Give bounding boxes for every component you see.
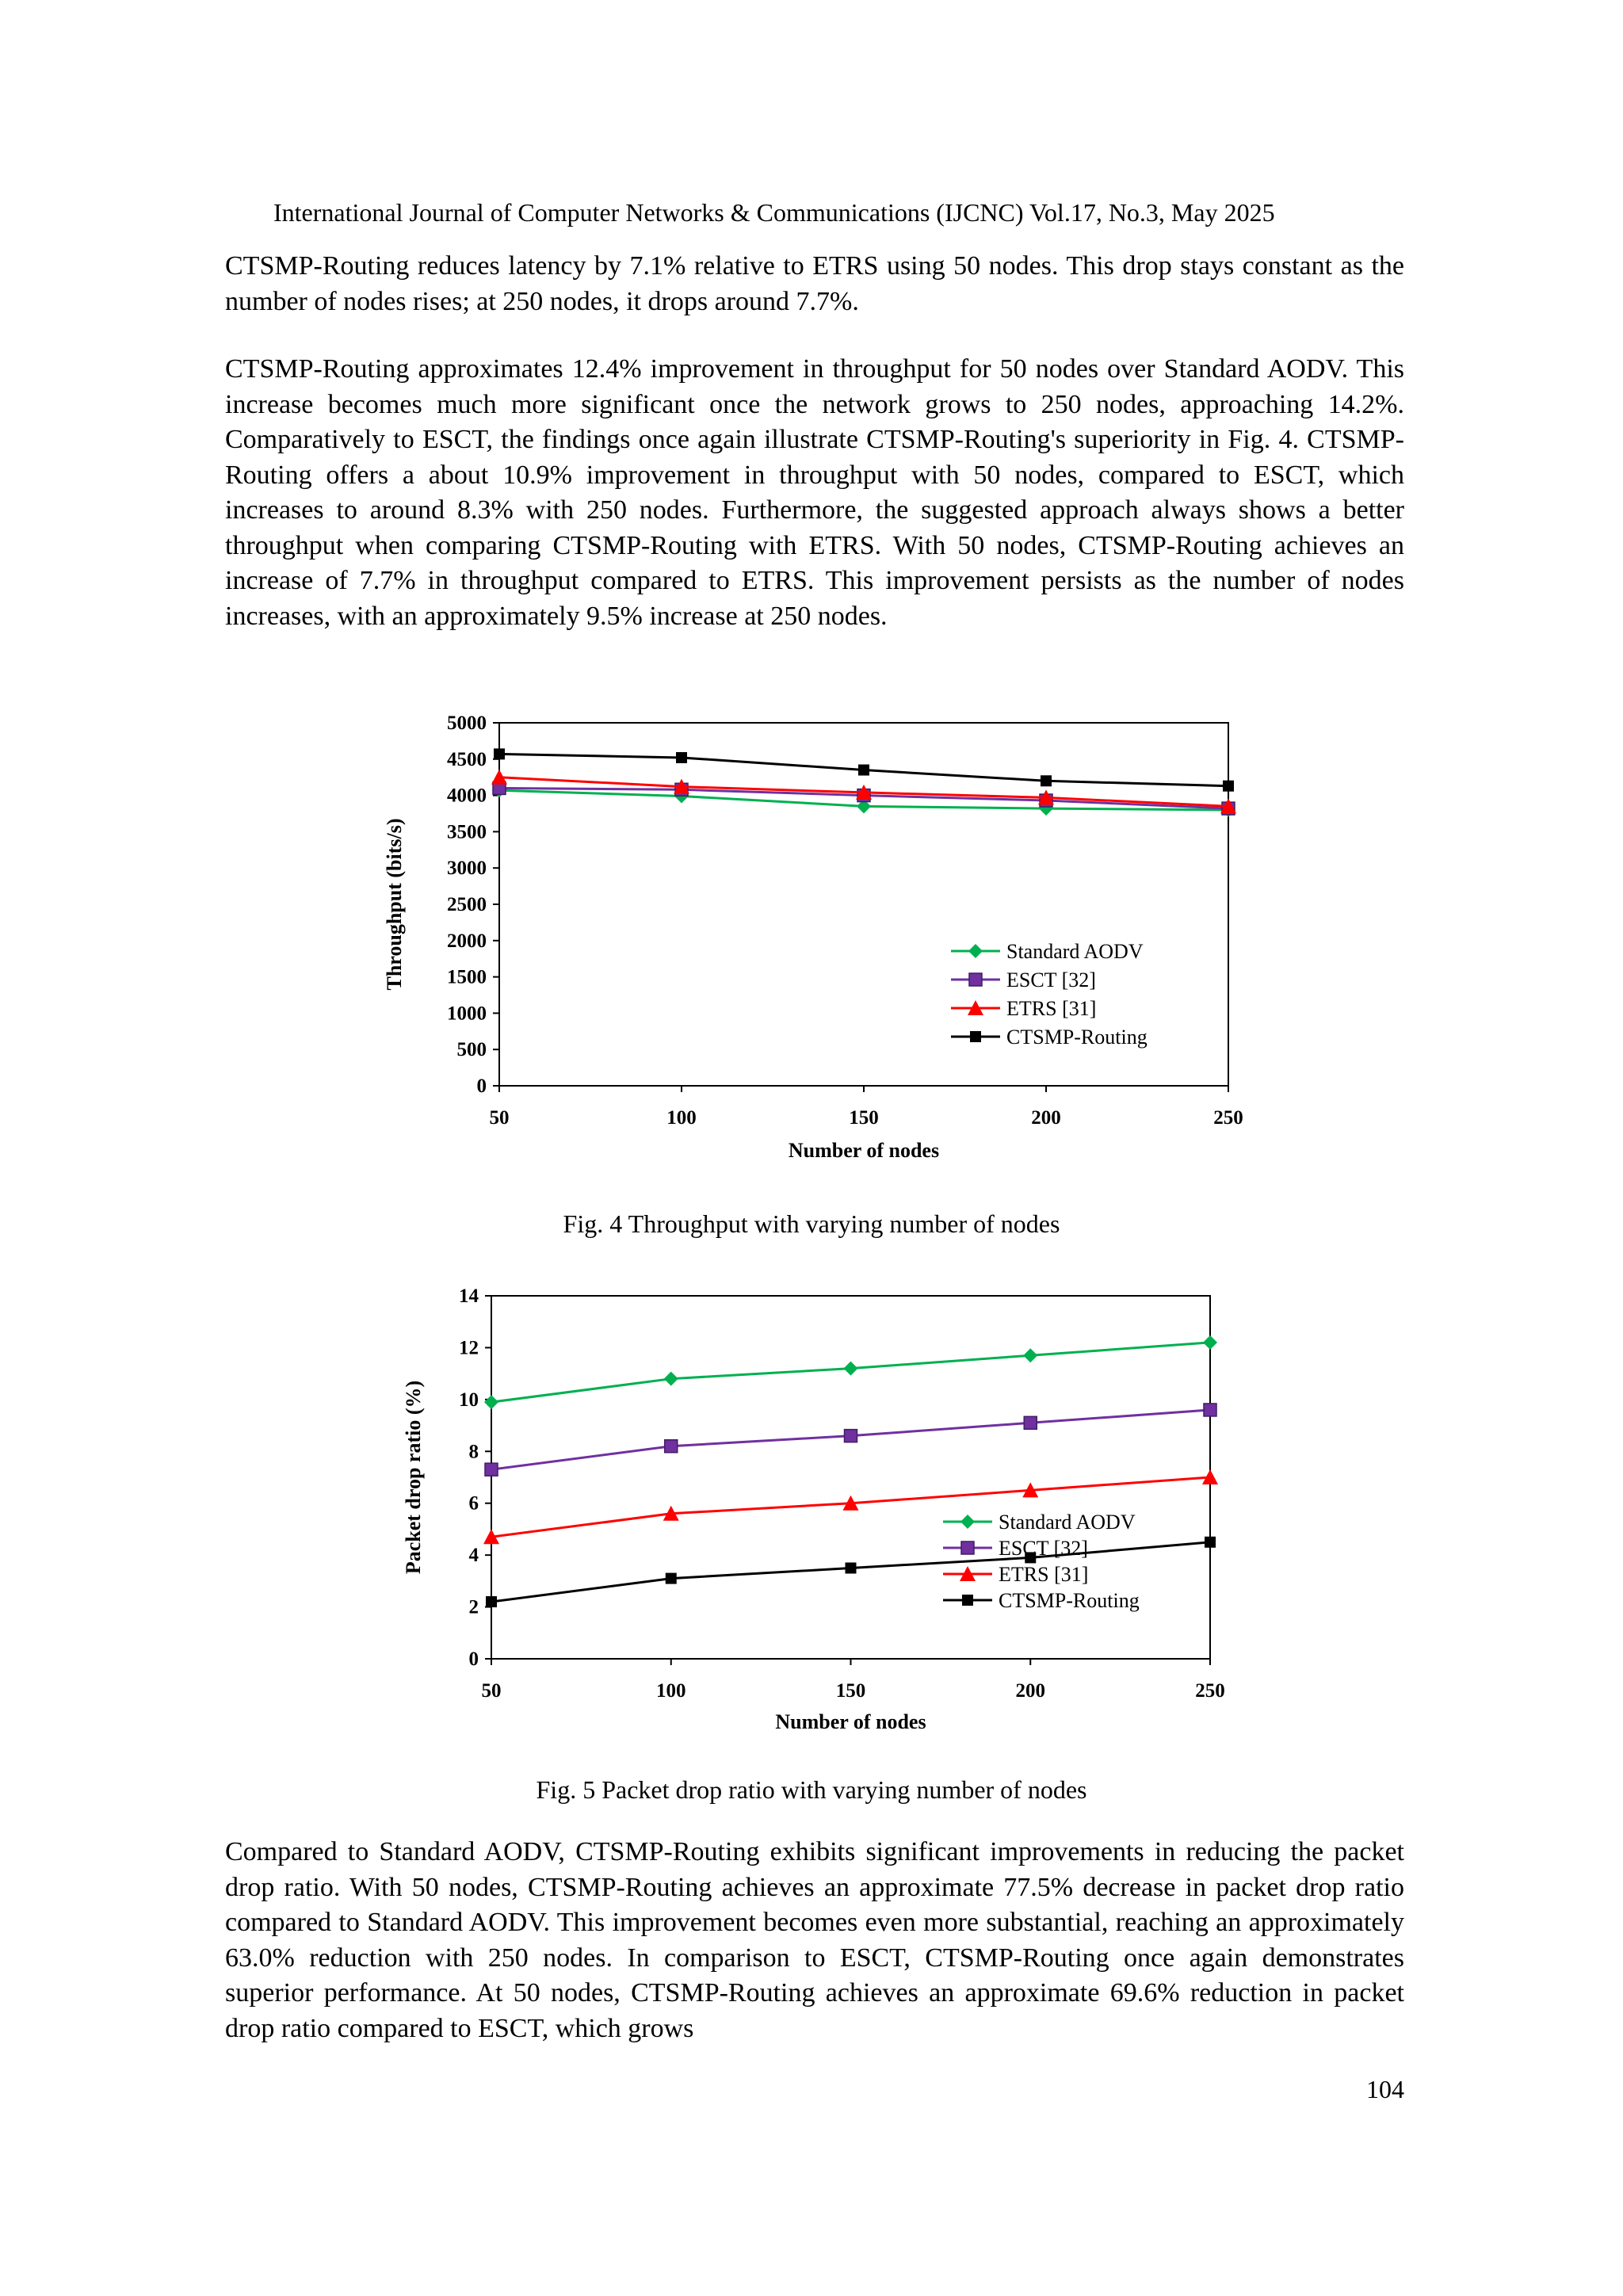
y-tick-label: 8 bbox=[468, 1441, 479, 1463]
page-number: 104 bbox=[1366, 2075, 1404, 2103]
legend-marker-standard-aodv bbox=[968, 944, 983, 958]
y-tick-label: 2500 bbox=[447, 894, 487, 915]
data-point-ctsmp-routing bbox=[1041, 775, 1052, 786]
x-tick-label: 250 bbox=[1213, 1107, 1243, 1129]
y-axis-label: Packet drop ratio (%) bbox=[402, 1380, 425, 1575]
y-tick-label: 14 bbox=[459, 1286, 479, 1307]
x-tick-label: 150 bbox=[835, 1680, 866, 1702]
data-point-standard-aodv bbox=[484, 1395, 498, 1409]
legend-label-esct-32: ESCT [32] bbox=[1006, 968, 1096, 991]
x-axis-label: Number of nodes bbox=[775, 1710, 926, 1733]
data-point-esct-32 bbox=[845, 1430, 857, 1442]
x-tick-label: 100 bbox=[656, 1680, 686, 1702]
legend-label-standard-aodv: Standard AODV bbox=[1006, 940, 1144, 963]
y-tick-label: 4 bbox=[468, 1545, 479, 1567]
y-tick-label: 0 bbox=[476, 1075, 487, 1097]
y-tick-label: 500 bbox=[456, 1039, 487, 1061]
packet-drop-chart bbox=[388, 1280, 1268, 1744]
paragraph-latency: CTSMP-Routing reduces latency by 7.1% relative to ETRS using 50 nodes. This drop stays constant as the number of nodes rises; at 250 nodes, it drops around 7.7%. bbox=[225, 251, 1404, 316]
data-point-esct-32 bbox=[1204, 1404, 1216, 1416]
legend-marker-ctsmp-routing bbox=[970, 1031, 981, 1042]
legend-label-ctsmp-routing: CTSMP-Routing bbox=[1006, 1026, 1148, 1049]
fig5-caption: Fig. 5 Packet drop ratio with varying number of nodes bbox=[536, 1775, 1087, 1804]
y-tick-label: 2000 bbox=[447, 930, 487, 952]
data-point-ctsmp-routing bbox=[666, 1573, 677, 1584]
x-tick-label: 150 bbox=[849, 1107, 879, 1129]
legend-marker-standard-aodv bbox=[960, 1515, 975, 1529]
legend-marker-esct-32 bbox=[969, 973, 982, 986]
y-tick-label: 4500 bbox=[447, 748, 487, 770]
x-tick-label: 50 bbox=[489, 1107, 510, 1129]
x-axis-label: Number of nodes bbox=[788, 1139, 940, 1162]
journal-header: International Journal of Computer Networks & Communications (IJCNC) Vol.17, No.3, May 2025 bbox=[273, 198, 1275, 227]
data-point-ctsmp-routing bbox=[494, 748, 505, 759]
legend-label-esct-32: ESCT [32] bbox=[999, 1537, 1088, 1560]
data-point-standard-aodv bbox=[1203, 1335, 1217, 1350]
y-tick-label: 5000 bbox=[447, 712, 487, 734]
paragraph-packet-drop: Compared to Standard AODV, CTSMP-Routing exhibits significant improvements in reducing the packet drop ratio. With 50 nodes, CTSMP-Routing achieves an approximate 77.5% decrease in packet drop ratio compared to Standard AODV. This improvement becomes even more substantial, reaching an approximately 63.0% reduction with 250 nodes. In comparison to ESCT, CTSMP-Routing once again demonstrates superior performance. At 50 nodes, CTSMP-Routing achieves an approximate 69.6% reduction in packet drop ratio compared to ESCT, which grows bbox=[225, 1837, 1404, 2043]
data-point-standard-aodv bbox=[844, 1362, 858, 1376]
data-point-ctsmp-routing bbox=[858, 765, 869, 776]
data-point-esct-32 bbox=[1024, 1416, 1037, 1429]
legend-marker-ctsmp-routing bbox=[962, 1595, 973, 1606]
x-tick-label: 250 bbox=[1195, 1680, 1225, 1702]
data-point-ctsmp-routing bbox=[1223, 781, 1234, 792]
legend-label-standard-aodv: Standard AODV bbox=[999, 1511, 1136, 1534]
data-point-ctsmp-routing bbox=[1205, 1537, 1216, 1548]
data-point-standard-aodv bbox=[1023, 1348, 1037, 1362]
y-tick-label: 0 bbox=[468, 1648, 479, 1670]
y-tick-label: 2 bbox=[468, 1596, 479, 1618]
y-tick-label: 4000 bbox=[447, 785, 487, 807]
legend-label-ctsmp-routing: CTSMP-Routing bbox=[999, 1589, 1140, 1612]
data-point-ctsmp-routing bbox=[676, 752, 687, 763]
y-tick-label: 3500 bbox=[447, 821, 487, 843]
y-axis-label: Throughput (bits/s) bbox=[383, 818, 406, 991]
y-tick-label: 10 bbox=[459, 1389, 479, 1411]
throughput-chart bbox=[372, 705, 1268, 1173]
y-tick-label: 1000 bbox=[447, 1003, 487, 1025]
data-point-standard-aodv bbox=[664, 1372, 678, 1386]
legend-marker-esct-32 bbox=[961, 1541, 974, 1554]
x-tick-label: 200 bbox=[1015, 1680, 1045, 1702]
data-point-ctsmp-routing bbox=[846, 1563, 857, 1574]
paragraph-throughput: CTSMP-Routing approximates 12.4% improvement in throughput for 50 nodes over Standard AODV. This increase becomes much more significant once the network grows to 250 nodes, approaching 14.2%. Comparatively to ESCT, the findings once again illustrate CTSMP-Routing's superiority in Fig. 4. CTSMP-Routing offers a about 10.9% improvement in throughput with 50 nodes, compared to ESCT, which increases to around 8.3% with 250 nodes. Furthermore, the suggested approach always shows a better throughput when comparing CTSMP-Routing with ETRS. With 50 nodes, CTSMP-Routing achieves an increase of 7.7% in throughput compared to ETRS. This improvement persists as the number of nodes increases, with an approximately 9.5% increase at 250 nodes. bbox=[225, 354, 1404, 631]
legend-label-etrs-31: ETRS [31] bbox=[1006, 997, 1097, 1020]
data-point-esct-32 bbox=[485, 1463, 498, 1476]
legend-label-etrs-31: ETRS [31] bbox=[999, 1563, 1089, 1586]
fig4-caption: Fig. 4 Throughput with varying number of nodes bbox=[563, 1209, 1060, 1238]
y-tick-label: 6 bbox=[468, 1492, 479, 1515]
y-tick-label: 1500 bbox=[447, 966, 487, 988]
y-tick-label: 12 bbox=[459, 1337, 479, 1359]
data-point-ctsmp-routing bbox=[486, 1596, 497, 1607]
y-tick-label: 3000 bbox=[447, 858, 487, 880]
data-point-esct-32 bbox=[665, 1440, 678, 1453]
x-tick-label: 50 bbox=[481, 1680, 502, 1702]
x-tick-label: 100 bbox=[666, 1107, 697, 1129]
x-tick-label: 200 bbox=[1031, 1107, 1061, 1129]
